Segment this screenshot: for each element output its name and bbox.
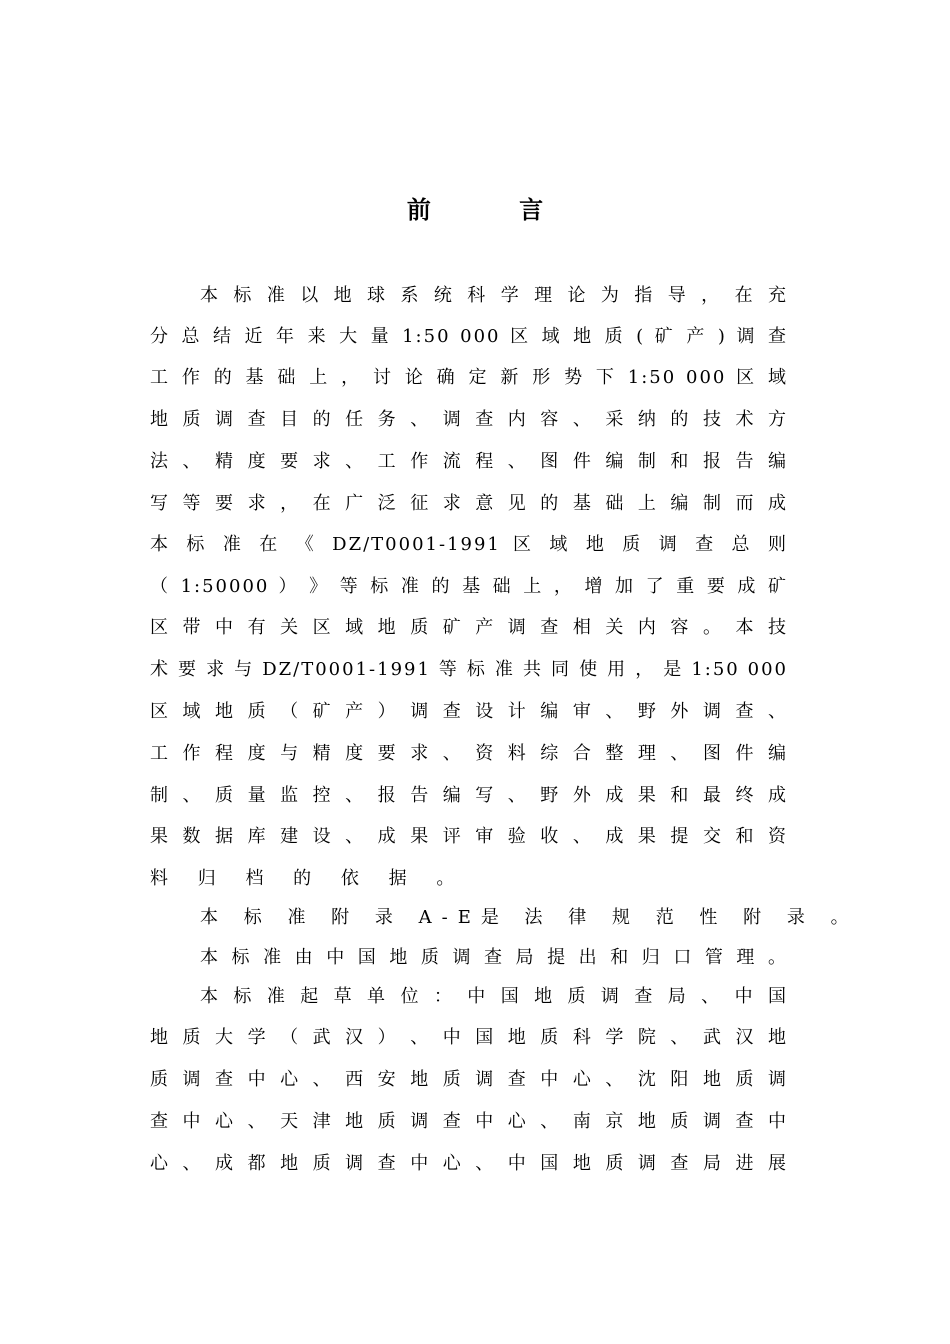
paragraph-line: 地 质 大 学 （ 武 汉 ） 、 中 国 地 质 科 学 院 、 武 汉 地 xyxy=(150,1027,788,1048)
paragraph-line: 本 标 准 在 《 DZ/T0001-1991 区 域 地 质 调 查 总 则 xyxy=(150,534,788,555)
paragraph-line: 分 总 结 近 年 来 大 量 1:50 000 区 域 地 质 ( 矿 产 ) 调 查 xyxy=(150,326,788,347)
paragraph-line: 果 数 据 库 建 设 、 成 果 评 审 验 收 、 成 果 提 交 和 资 xyxy=(150,826,788,847)
paragraph-line: 查 中 心 、 天 津 地 质 调 查 中 心 、 南 京 地 质 调 查 中 xyxy=(150,1111,788,1132)
paragraph-line: 法 、 精 度 要 求 、 工 作 流 程 、 图 件 编 制 和 报 告 编 xyxy=(150,451,788,472)
paragraph-line: 本 标 准 以 地 球 系 统 科 学 理 论 为 指 导 ， 在 充 xyxy=(200,285,788,306)
paragraph-line: 本 标 准 起 草 单 位 ： 中 国 地 质 调 查 局 、 中 国 xyxy=(200,986,788,1007)
paragraph-line: （ 1:50000 ） 》 等 标 准 的 基 础 上 ， 增 加 了 重 要 成 矿 xyxy=(150,576,788,597)
page-title: 前 言 xyxy=(406,195,584,224)
paragraph-line: 心 、 成 都 地 质 调 查 中 心 、 中 国 地 质 调 查 局 进 展 xyxy=(150,1153,788,1174)
paragraph-line: 工 作 的 基 础 上 ， 讨 论 确 定 新 形 势 下 1:50 000 区 域 xyxy=(150,367,788,388)
paragraph-line: 区 域 地 质 （ 矿 产 ） 调 查 设 计 编 审 、 野 外 调 查 、 xyxy=(150,701,788,722)
paragraph-line: 本 标 准 由 中 国 地 质 调 查 局 提 出 和 归 口 管 理 。 xyxy=(200,947,788,968)
paragraph-line: 区 带 中 有 关 区 域 地 质 矿 产 调 查 相 关 内 容 。 本 技 xyxy=(150,617,788,638)
paragraph-line: 质 调 查 中 心 、 西 安 地 质 调 查 中 心 、 沈 阳 地 质 调 xyxy=(150,1069,788,1090)
paragraph-line: 术 要 求 与 DZ/T0001-1991 等 标 准 共 同 使 用 ， 是 1:50 000 xyxy=(150,659,788,680)
paragraph-line: 写 等 要 求 ， 在 广 泛 征 求 意 见 的 基 础 上 编 制 而 成 xyxy=(150,493,788,514)
paragraph-line: 本 标 准 附 录 A-E是 法 律 规 范 性 附 录 。 xyxy=(200,907,859,928)
paragraph-line: 工 作 程 度 与 精 度 要 求 、 资 料 综 合 整 理 、 图 件 编 xyxy=(150,743,788,764)
paragraph-line: 制 、 质 量 监 控 、 报 告 编 写 、 野 外 成 果 和 最 终 成 xyxy=(150,785,788,806)
paragraph-line: 地 质 调 查 目 的 任 务 、 调 查 内 容 、 采 纳 的 技 术 方 xyxy=(150,409,788,430)
paragraph-line: 料 归 档 的 依 据 。 xyxy=(150,868,467,889)
